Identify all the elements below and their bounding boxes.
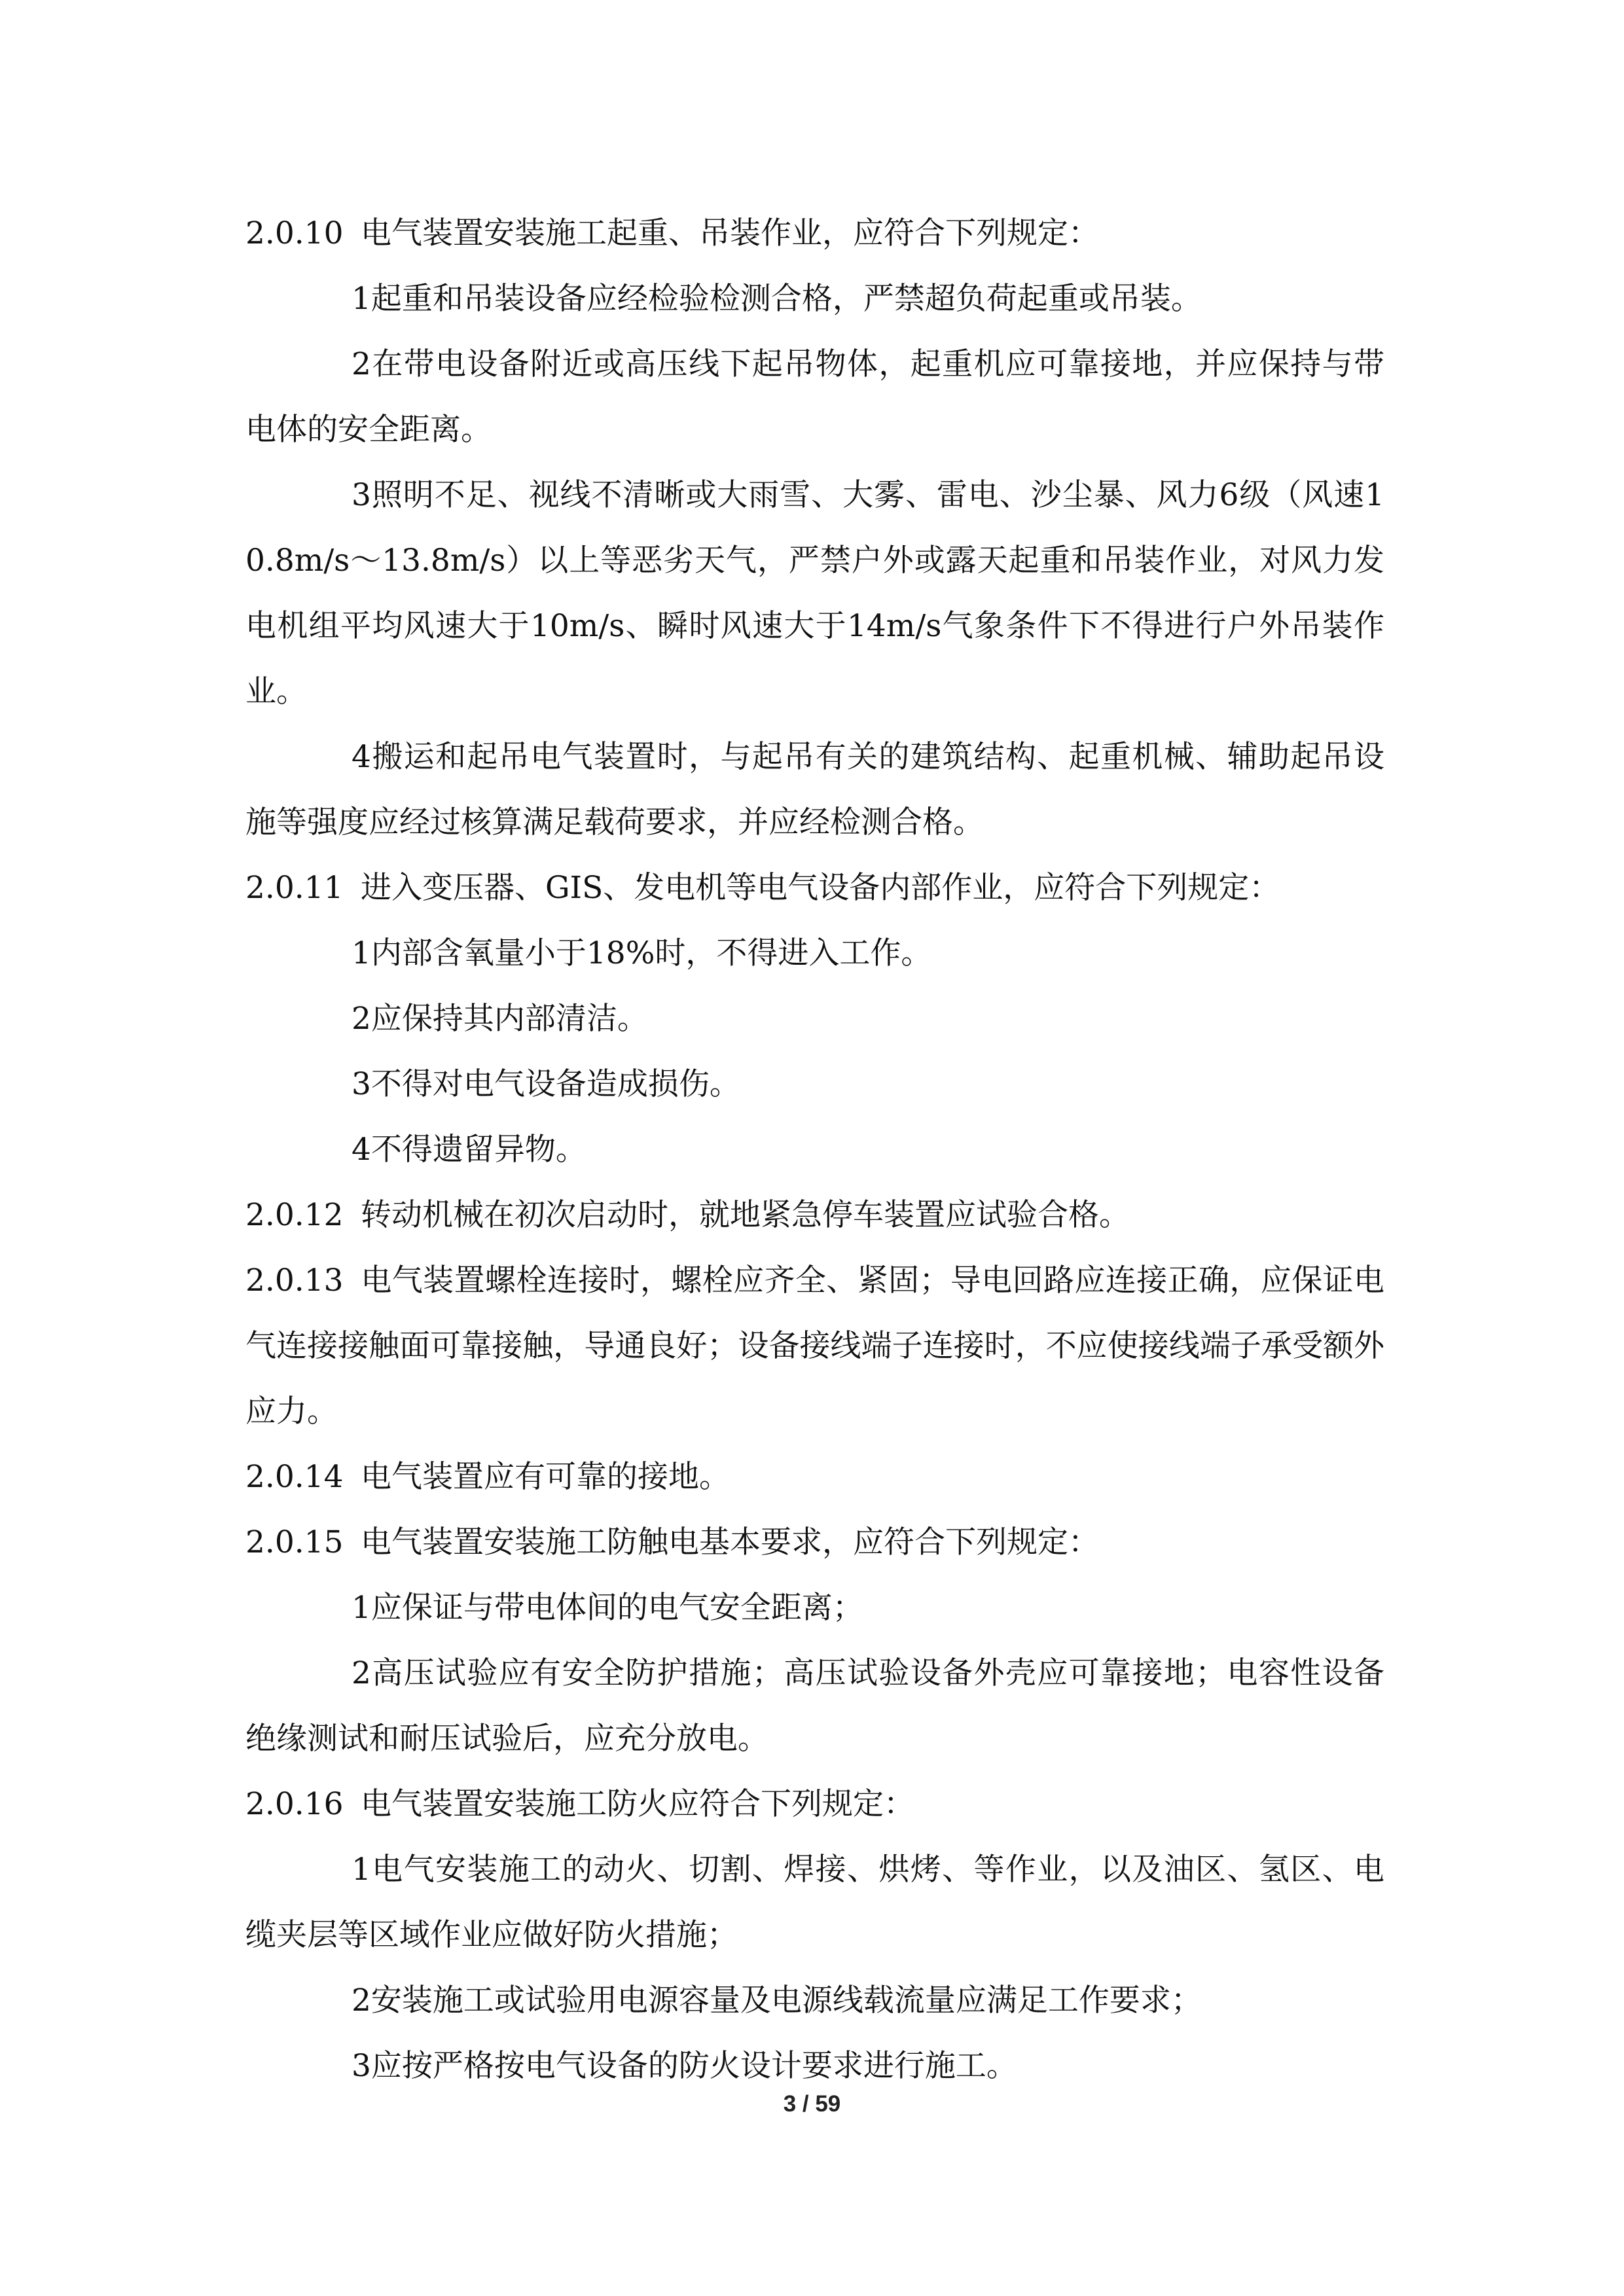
paragraph-text: 应保持其内部清洁。: [370, 1001, 648, 1037]
item-number: 2: [352, 1001, 371, 1037]
clause-paragraph: [245, 1772, 1384, 1837]
list-item: [245, 1968, 1384, 2034]
paragraph-text: 电气装置应有可靠的接地。: [361, 1459, 730, 1495]
item-number: 2: [352, 346, 371, 382]
clause-paragraph: [245, 1510, 1384, 1575]
clause-number: 2.0.14: [245, 1459, 344, 1495]
clause-number: 2.0.10: [245, 215, 344, 251]
item-number: 1: [352, 935, 371, 971]
item-number: 1: [352, 281, 371, 317]
paragraph-text: 起重和吊装设备应经检验检测合格，严禁超负荷起重或吊装。: [370, 281, 1202, 317]
clause-paragraph: [245, 855, 1384, 921]
paragraph-text: 安装施工或试验用电源容量及电源线载流量应满足工作要求；: [370, 1982, 1202, 2018]
list-item: [245, 2034, 1384, 2099]
item-number: 3: [352, 2048, 371, 2084]
list-item: [245, 463, 1384, 725]
clause-number: 2.0.12: [245, 1197, 344, 1233]
item-number: 1: [352, 1590, 371, 1626]
clause-number: 2.0.15: [245, 1524, 344, 1560]
clause-paragraph: [245, 1444, 1384, 1510]
paragraph-text: 不得对电气设备造成损伤。: [370, 1066, 740, 1102]
paragraph-text: 应保证与带电体间的电气安全距离；: [370, 1590, 863, 1626]
clause-number: 2.0.13: [245, 1263, 344, 1299]
paragraph-text: 电气安装施工的动火、切割、焊接、烘烤、等作业，以及油区、氢区、电缆夹层等区域作业应做好防火措施；: [245, 1852, 1384, 1953]
paragraph-text: 电气装置安装施工防火应符合下列规定：: [361, 1786, 914, 1822]
item-number: 4: [352, 1132, 371, 1168]
clause-paragraph: [245, 1183, 1384, 1248]
paragraph-text: 电气装置螺栓连接时，螺栓应齐全、紧固；导电回路应连接正确，应保证电气连接接触面可靠接触，导通良好；设备接线端子连接时，不应使接线端子承受额外应力。: [245, 1263, 1384, 1429]
item-number: 4: [352, 739, 371, 775]
item-number: 2: [352, 1982, 371, 2018]
list-item: [245, 921, 1384, 986]
paragraph-text: 进入变压器、GIS、发电机等电气设备内部作业，应符合下列规定：: [361, 870, 1280, 906]
document-body: [245, 201, 1384, 2099]
list-item: [245, 1575, 1384, 1641]
paragraph-text: 高压试验应有安全防护措施；高压试验设备外壳应可靠接地；电容性设备绝缘测试和耐压试验后，应充分放电。: [245, 1655, 1384, 1757]
list-item: [245, 1641, 1384, 1772]
item-number: 1: [352, 1852, 371, 1888]
list-item: [245, 1837, 1384, 1968]
item-number: 3: [352, 1066, 371, 1102]
paragraph-text: 电气装置安装施工起重、吊装作业，应符合下列规定：: [361, 215, 1099, 251]
item-number: 2: [352, 1655, 371, 1691]
page-number: 3 / 59: [783, 2091, 841, 2117]
paragraph-text: 搬运和起吊电气装置时，与起吊有关的建筑结构、起重机械、辅助起吊设施等强度应经过核算满足载荷要求，并应经检测合格。: [245, 739, 1384, 840]
list-item: [245, 986, 1384, 1052]
paragraph-text: 转动机械在初次启动时，就地紧急停车装置应试验合格。: [361, 1197, 1130, 1233]
list-item: [245, 266, 1384, 332]
clause-paragraph: [245, 201, 1384, 266]
list-item: [245, 1117, 1384, 1183]
paragraph-text: 照明不足、视线不清晰或大雨雪、大雾、雷电、沙尘暴、风力6级（风速10.8m/s～13.8m/s）以上等恶劣天气，严禁户外或露天起重和吊装作业，对风力发电机组平均风速大于10m/s、瞬时风速大于14m/s气象条件下不得进行户外吊装作业。: [245, 477, 1384, 709]
list-item: [245, 1052, 1384, 1117]
clause-number: 2.0.11: [245, 870, 344, 906]
paragraph-text: 在带电设备附近或高压线下起吊物体，起重机应可靠接地，并应保持与带电体的安全距离。: [245, 346, 1384, 448]
clause-paragraph: [245, 1248, 1384, 1444]
paragraph-text: 电气装置安装施工防触电基本要求，应符合下列规定：: [361, 1524, 1099, 1560]
paragraph-text: 应按严格按电气设备的防火设计要求进行施工。: [370, 2048, 1017, 2084]
paragraph-text: 内部含氧量小于18%时，不得进入工作。: [370, 935, 932, 971]
paragraph-text: 不得遗留异物。: [370, 1132, 586, 1168]
list-item: [245, 332, 1384, 463]
clause-number: 2.0.16: [245, 1786, 344, 1822]
item-number: 3: [352, 477, 371, 513]
list-item: [245, 725, 1384, 855]
